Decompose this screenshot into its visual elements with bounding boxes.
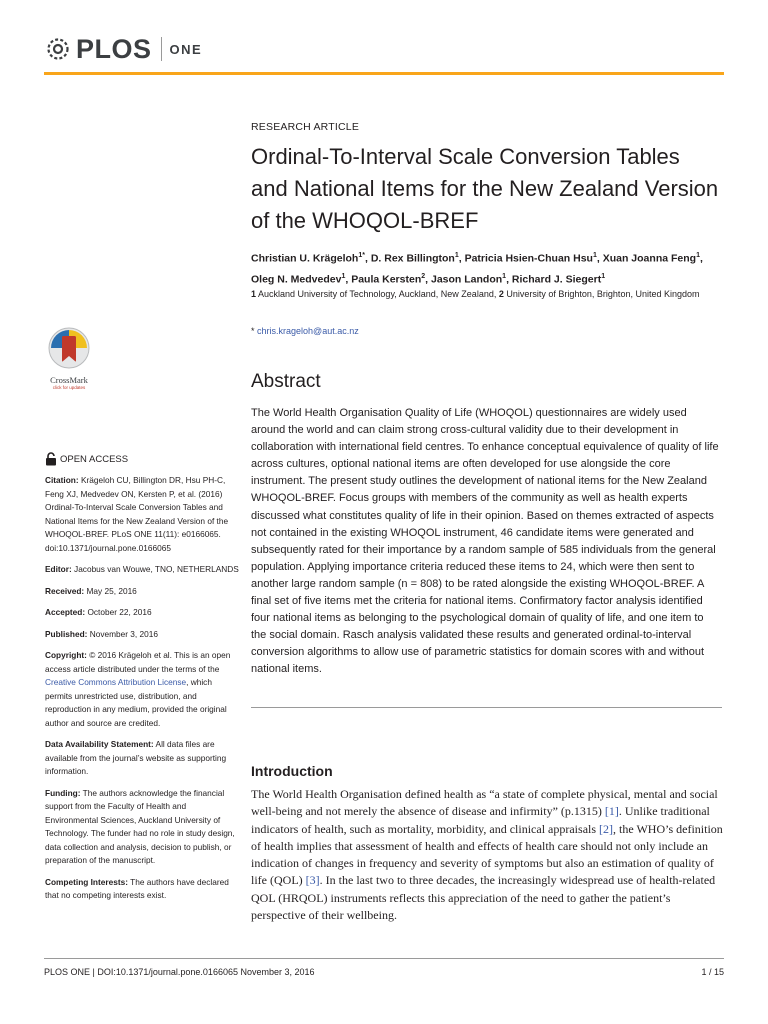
intro-text-part: . Unlike traditional indicators of health, such as mortality, morbidity, and clinical appraisals bbox=[251, 804, 710, 836]
author-name[interactable]: Xuan Joanna Feng bbox=[602, 252, 697, 265]
published-date: November 3, 2016 bbox=[89, 628, 158, 639]
affiliation-text: University of Brighton, Brighton, United Kingdom bbox=[506, 289, 700, 299]
author-name[interactable]: Jason Landon bbox=[430, 273, 503, 285]
crossmark-badge[interactable] bbox=[46, 327, 92, 390]
received-date: May 25, 2016 bbox=[86, 585, 137, 596]
competing-interests-block bbox=[45, 876, 240, 903]
crossmark-label: CrossMark bbox=[50, 375, 88, 385]
author-name[interactable]: Richard J. Siegert bbox=[511, 273, 602, 285]
introduction-text bbox=[251, 786, 726, 924]
author-name[interactable]: Paula Kersten bbox=[351, 273, 422, 285]
author-affiliation-sup: 1 bbox=[358, 252, 363, 259]
funding-label: Funding: bbox=[45, 787, 81, 798]
abstract-text: The World Health Organisation Quality of Life (WHOQOL) questionnaires are widely used around the world and can claim strong cross-cultural validity due to their development in collaboration with international field centres. To enhance conceptual equivalence of quality of life across cultures, optional national items are often developed for use alongside the core instrument. The present study outlines the development of national items for the New Zealand WHOQOL-BREF. Focus groups with members of the community as well as health experts discussed what constitutes quality of life in their opinion. Based on themes extracted of aspects not contained in the existing WHOQOL instrument, 46 candidate items were generated and subsequently rated for their importance by a random sample of 585 individuals from the general population. Applying importance criteria reduced these items to 24, which were then sent to another large random sample (n = 808) to be rated alongside the existing WHOQOL-BREF. A final set of five items met the criteria for national items. Confirmatory factor analysis identified four national items as belonging to the psychological domain of quality of life, and one item to the social domain. Rasch analysis validated these results and generated ordinal-to-interval conversion algorithms to allow use of parametric statistics for domain scores with and without national items. bbox=[251, 407, 719, 676]
funding-block bbox=[45, 787, 240, 868]
plos-logo-icon bbox=[44, 35, 72, 63]
author-name[interactable]: Oleg N. Medvedev bbox=[251, 273, 342, 285]
author-name[interactable]: Christian U. Krägeloh bbox=[251, 252, 359, 265]
plos-one-logo[interactable] bbox=[44, 33, 202, 65]
open-access-label: OPEN ACCESS bbox=[60, 453, 129, 465]
article-type: RESEARCH ARTICLE bbox=[251, 121, 360, 133]
data-availability-label: Data Availability Statement: bbox=[45, 739, 154, 749]
header-rule bbox=[44, 72, 724, 75]
affiliations bbox=[251, 288, 721, 302]
author-affiliation-sup: 1 bbox=[502, 272, 507, 280]
data-availability-block bbox=[45, 738, 240, 779]
reference-link[interactable]: [3] bbox=[305, 873, 320, 888]
email-link[interactable]: chris.krageloh@aut.ac.nz bbox=[257, 326, 359, 336]
crossmark-sub: click for updates bbox=[52, 385, 86, 390]
citation-label: Citation: bbox=[45, 475, 79, 485]
citation-block bbox=[45, 474, 240, 555]
open-lock-icon bbox=[45, 452, 57, 466]
copyright-block bbox=[45, 649, 240, 730]
crossmark-icon bbox=[48, 327, 90, 369]
reference-link[interactable]: [1] bbox=[604, 804, 619, 819]
editor-label: Editor: bbox=[45, 564, 72, 574]
editor-block bbox=[45, 563, 240, 577]
author-affiliation-sup: 1 bbox=[592, 252, 597, 259]
introduction-heading: Introduction bbox=[251, 763, 333, 779]
abstract-heading: Abstract bbox=[251, 371, 321, 392]
copyright-label: Copyright: bbox=[45, 650, 87, 660]
accepted-date: October 22, 2016 bbox=[87, 607, 152, 617]
funding-text: The authors acknowledge the financial support from the Faculty of Health and Environmental Sciences, Auckland University of Technology. The funder had no role in study design, data collection and analysis, decision to publish, or preparation of the manuscript. bbox=[45, 787, 235, 865]
affiliation-number: 1 bbox=[251, 289, 257, 299]
competing-interests-text: The authors have declared that no competing interests exist. bbox=[45, 876, 229, 900]
copyright-text: , which permits unrestricted use, distribution, and reproduction in any medium, provided the original author and source are credited. bbox=[45, 677, 227, 728]
footer-citation: PLOS ONE | DOI:10.1371/journal.pone.0166065 November 3, 2016 bbox=[44, 967, 315, 977]
author-affiliation-sup: 1 bbox=[341, 272, 346, 280]
article-title: Ordinal-To-Interval Scale Conversion Tables and National Items for the New Zealand Version of the WHOQOL-BREF bbox=[251, 144, 719, 233]
article-metadata-sidebar bbox=[45, 474, 240, 911]
received-label: Received: bbox=[45, 585, 85, 596]
abstract-divider bbox=[251, 707, 722, 708]
open-access-badge bbox=[45, 452, 128, 466]
competing-interests-label: Competing Interests: bbox=[45, 876, 128, 887]
accepted-label: Accepted: bbox=[45, 607, 86, 617]
accepted-block bbox=[45, 606, 240, 620]
citation-text: Krägeloh CU, Billington DR, Hsu PH-C, Feng XJ, Medvedev ON, Kersten P, et al. (2016) Ordinal-To-Interval Scale Conversion Tables and National Items for the New Zealand Version of the WHOQOL-BREF. PLoS ONE 11(11): e0166065. doi:10.1371/journal.pone.0166065 bbox=[45, 475, 229, 553]
affiliation-number: 2 bbox=[498, 289, 504, 299]
reference-link[interactable]: [2] bbox=[599, 821, 614, 836]
corresponding-marker: * bbox=[362, 252, 365, 259]
logo-suffix: ONE bbox=[169, 41, 203, 57]
data-availability-text: All data files are available from the journal’s website as supporting information. bbox=[45, 739, 227, 776]
author-affiliation-sup: 1 bbox=[696, 252, 700, 259]
author-affiliation-sup: 2 bbox=[421, 272, 426, 280]
received-block bbox=[45, 585, 240, 599]
intro-text-part: , the WHO’s definition of health implies that assessment of health and effects of health care should not only include an indication of changes in frequency and severity of symptoms but also an estimation of quality of life (QOL) bbox=[251, 821, 723, 888]
logo-divider bbox=[161, 37, 162, 61]
copyright-text: © 2016 Krägeloh et al. This is an open access article distributed under the terms of the bbox=[45, 650, 231, 674]
author-affiliation-sup: 1 bbox=[601, 272, 606, 280]
author-name[interactable]: D. Rex Billington bbox=[370, 252, 455, 265]
email-marker: * bbox=[251, 326, 255, 336]
footer-rule bbox=[44, 958, 724, 959]
intro-text-part: The World Health Organisation defined health as “a state of complete physical, mental and social well-being and not merely the absence of disease and infirmity” (p.1315) bbox=[251, 787, 718, 819]
license-link[interactable]: Creative Commons Attribution License bbox=[45, 677, 187, 687]
affiliation-text: Auckland University of Technology, Auckland, New Zealand, bbox=[258, 289, 497, 299]
author-affiliation-sup: 1 bbox=[454, 252, 459, 259]
published-block bbox=[45, 628, 240, 642]
author-list: Christian U. Krägeloh$^{1*}$, D. Rex Billington$^1$, Patricia Hsien-Chuan Hsu$^1$, Xuan Joanna Feng$^1$, Oleg N. Medvedev$^1$, Paula Kersten$^2$, Jason Landon$^1$, Richard J. Siegert$^1$ bbox=[251, 252, 703, 285]
editor-text: Jacobus van Wouwe, TNO, NETHERLANDS bbox=[74, 564, 239, 574]
logo-text: PLOS bbox=[76, 33, 152, 64]
corresponding-email bbox=[251, 326, 359, 336]
page-number: 1 / 15 bbox=[701, 967, 724, 977]
author-name[interactable]: Patricia Hsien-Chuan Hsu bbox=[464, 252, 593, 265]
intro-text-part: . In the last two to three decades, the increasingly widespread use of health-related QOL (HRQOL) instruments reflects this appreciation of the need to gather the patient’s perspective of their wellbeing. bbox=[251, 873, 716, 923]
published-label: Published: bbox=[45, 628, 88, 639]
